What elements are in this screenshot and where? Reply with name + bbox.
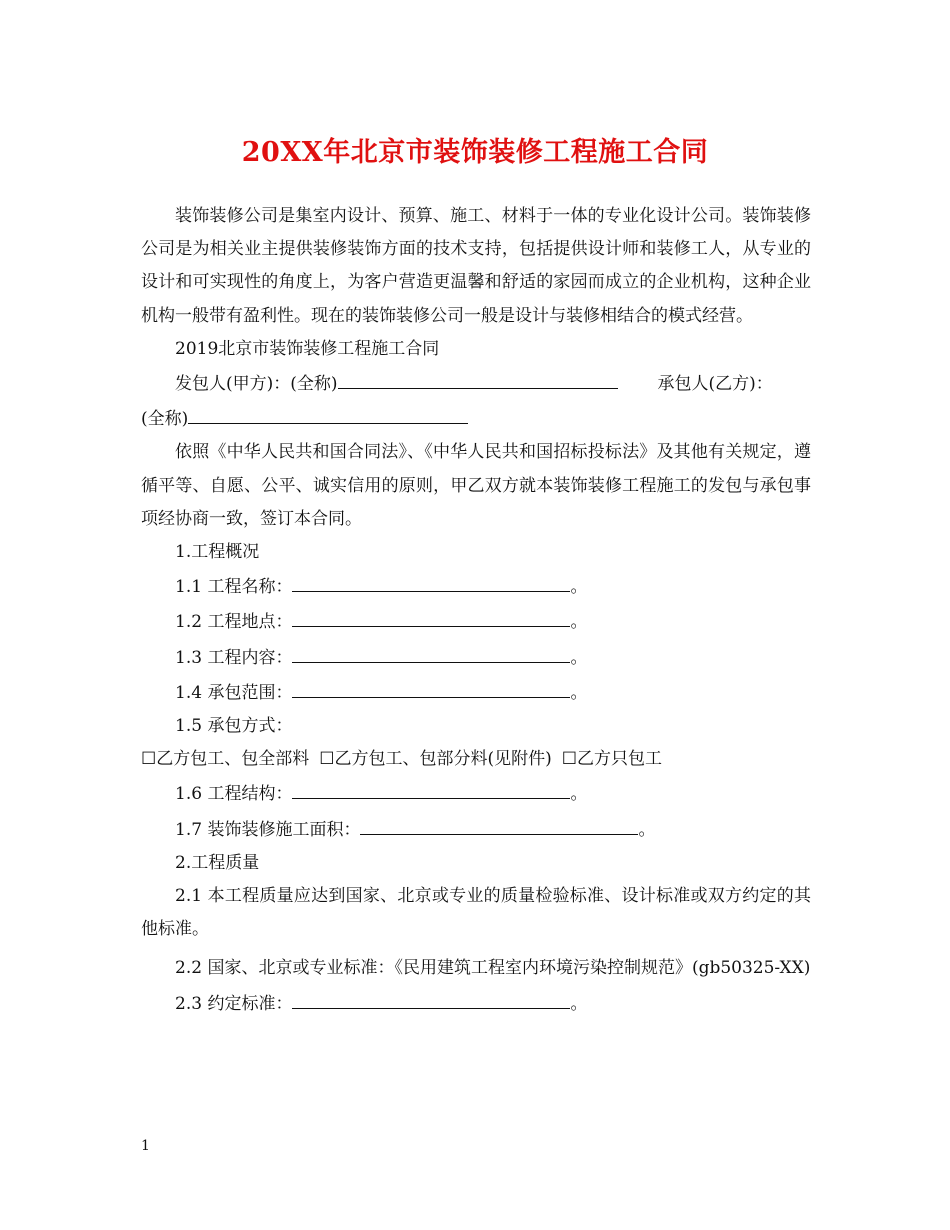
section-2-heading: 2.工程质量 xyxy=(175,852,260,873)
item-1-3: 1.3 工程内容： 。 xyxy=(141,640,811,675)
item-2-3-blank xyxy=(292,986,570,1009)
party-a-label: 发包人(甲方)：(全称) xyxy=(175,374,338,395)
party-b-line xyxy=(141,401,811,436)
item-1-6: 1.6 工程结构： 。 xyxy=(141,776,811,811)
contract-mode-options xyxy=(141,743,811,776)
item-1-4: 1.4 承包范围： 。 xyxy=(141,675,811,710)
party-a-blank xyxy=(338,366,618,389)
party-b-name-label: (全称) xyxy=(141,409,189,430)
item-1-4-blank xyxy=(292,675,570,698)
parties-line xyxy=(141,366,811,401)
page-number: 1 xyxy=(141,1138,150,1154)
intro-paragraph: 装饰装修公司是集室内设计、预算、施工、材料于一体的专业化设计公司。装饰装修公司是为相关业主提供装修装饰方面的技术支持，包括提供设计师和装修工人，从专业的设计和可实现性的角度上，为客户营造更温馨和舒适的家园而成立的企业机构，这种企业机构一般带有盈利性。现在的装饰装修公司一般是设计与装修相结合的模式经营。 xyxy=(141,206,811,326)
party-b-blank xyxy=(188,401,468,424)
item-1-6-blank xyxy=(292,776,570,799)
item-1-3-blank xyxy=(292,640,570,663)
contract-subtitle: 2019北京市装饰装修工程施工合同 xyxy=(175,338,440,359)
item-1-7: 1.7 装饰装修施工面积： 。 xyxy=(141,812,811,847)
option-full-materials[interactable]: ☐乙方包工、包全部料 xyxy=(141,749,310,770)
item-2-3: 2.3 约定标准： 。 xyxy=(141,986,811,1021)
item-1-1: 1.1 工程名称： 。 xyxy=(141,569,811,604)
item-1-2: 1.2 工程地点： 。 xyxy=(141,604,811,639)
item-2-1: 2.1 本工程质量应达到国家、北京或专业的质量检验标准、设计标准或双方约定的其他标准。 xyxy=(141,886,811,940)
preamble-paragraph: 依照《中华人民共和国合同法》、《中华人民共和国招标投标法》及其他有关规定，遵循平等、自愿、公平、诚实信用的原则，甲乙双方就本装饰装修工程施工的发包与承包事项经协商一致，签订本合同。 xyxy=(141,442,811,529)
option-partial-materials[interactable]: ☐乙方包工、包部分料(见附件) xyxy=(319,749,552,770)
item-1-5: 1.5 承包方式： xyxy=(175,716,293,737)
document-title: 20XX年北京市装饰装修工程施工合同 xyxy=(241,137,709,168)
item-1-7-blank xyxy=(360,812,638,835)
section-1-heading: 1.工程概况 xyxy=(175,542,260,563)
option-labor-only[interactable]: ☐乙方只包工 xyxy=(561,749,663,770)
item-1-2-blank xyxy=(292,604,570,627)
document-body xyxy=(141,200,811,1021)
party-b-label: 承包人(乙方)： xyxy=(657,374,773,395)
item-1-1-blank xyxy=(292,569,570,592)
item-2-2: 2.2 国家、北京或专业标准：《民用建筑工程室内环境污染控制规范》(gb50325-XX) xyxy=(175,958,811,979)
